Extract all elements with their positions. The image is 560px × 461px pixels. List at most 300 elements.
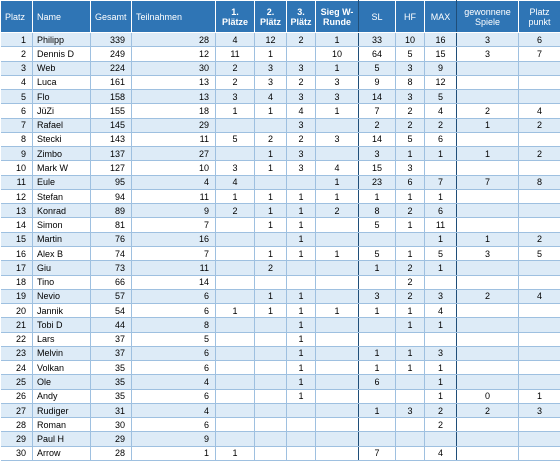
cell-3-plaetze	[287, 432, 316, 446]
table-row	[1, 90, 560, 104]
cell-gewonnene-spiele	[457, 204, 519, 218]
cell-platzpunkt	[519, 90, 560, 104]
cell-max: 12	[425, 75, 457, 89]
table-body	[1, 33, 560, 461]
cell-max	[425, 161, 457, 175]
cell-platzpunkt: 2	[519, 232, 560, 246]
cell-1-plaetze	[216, 218, 255, 232]
cell-sieg-w-runde: 1	[316, 104, 359, 118]
cell-gesamt: 74	[91, 246, 132, 260]
cell-1-plaetze	[216, 332, 255, 346]
cell-sl: 1	[359, 261, 396, 275]
cell-gewonnene-spiele	[457, 318, 519, 332]
cell-3-plaetze: 2	[287, 75, 316, 89]
cell-platz: 15	[1, 232, 33, 246]
table-row	[1, 346, 560, 360]
cell-gesamt: 66	[91, 275, 132, 289]
cell-3-plaetze: 2	[287, 132, 316, 146]
cell-gesamt: 73	[91, 261, 132, 275]
cell-gewonnene-spiele	[457, 189, 519, 203]
cell-sieg-w-runde: 3	[316, 132, 359, 146]
cell-gewonnene-spiele	[457, 275, 519, 289]
cell-hf: 5	[396, 47, 425, 61]
cell-teilnahmen: 4	[132, 375, 216, 389]
cell-name: Melvin	[33, 346, 91, 360]
cell-max: 4	[425, 304, 457, 318]
cell-platz: 14	[1, 218, 33, 232]
table-row	[1, 375, 560, 389]
cell-platzpunkt	[519, 332, 560, 346]
cell-hf	[396, 375, 425, 389]
cell-name: Lars	[33, 332, 91, 346]
header-max: MAX	[425, 1, 457, 33]
cell-gewonnene-spiele	[457, 75, 519, 89]
cell-sieg-w-runde: 3	[316, 75, 359, 89]
cell-hf: 5	[396, 132, 425, 146]
cell-sl: 6	[359, 375, 396, 389]
cell-name: Rafael	[33, 118, 91, 132]
cell-platzpunkt	[519, 161, 560, 175]
cell-2-plaetze: 1	[255, 246, 287, 260]
cell-platzpunkt: 1	[519, 389, 560, 403]
cell-gesamt: 89	[91, 204, 132, 218]
cell-platzpunkt	[519, 346, 560, 360]
cell-gewonnene-spiele	[457, 346, 519, 360]
cell-name: Stecki	[33, 132, 91, 146]
cell-platz: 2	[1, 47, 33, 61]
cell-gewonnene-spiele	[457, 161, 519, 175]
cell-2-plaetze	[255, 118, 287, 132]
cell-2-plaetze	[255, 318, 287, 332]
cell-max: 2	[425, 118, 457, 132]
cell-teilnahmen: 6	[132, 289, 216, 303]
cell-hf: 3	[396, 90, 425, 104]
cell-1-plaetze	[216, 261, 255, 275]
cell-sl: 7	[359, 446, 396, 460]
cell-platzpunkt	[519, 304, 560, 318]
cell-sieg-w-runde: 1	[316, 61, 359, 75]
cell-sl	[359, 275, 396, 289]
cell-hf: 3	[396, 403, 425, 417]
cell-max: 1	[425, 389, 457, 403]
cell-gesamt: 35	[91, 361, 132, 375]
cell-2-plaetze: 1	[255, 218, 287, 232]
cell-gewonnene-spiele	[457, 446, 519, 460]
cell-2-plaetze	[255, 332, 287, 346]
cell-gewonnene-spiele	[457, 375, 519, 389]
cell-max	[425, 332, 457, 346]
cell-gesamt: 37	[91, 332, 132, 346]
table-row	[1, 246, 560, 260]
cell-name: Simon	[33, 218, 91, 232]
table-row	[1, 161, 560, 175]
cell-hf: 2	[396, 104, 425, 118]
cell-teilnahmen: 27	[132, 147, 216, 161]
cell-platz: 19	[1, 289, 33, 303]
cell-3-plaetze	[287, 261, 316, 275]
cell-platz: 28	[1, 418, 33, 432]
cell-platzpunkt: 3	[519, 403, 560, 417]
cell-name: Roman	[33, 418, 91, 432]
cell-platz: 17	[1, 261, 33, 275]
cell-platz: 10	[1, 161, 33, 175]
cell-gewonnene-spiele	[457, 61, 519, 75]
cell-platz: 6	[1, 104, 33, 118]
cell-sieg-w-runde	[316, 361, 359, 375]
cell-gewonnene-spiele	[457, 304, 519, 318]
cell-platz: 13	[1, 204, 33, 218]
cell-2-plaetze	[255, 403, 287, 417]
table-row	[1, 261, 560, 275]
table-row	[1, 232, 560, 246]
cell-2-plaetze: 1	[255, 104, 287, 118]
cell-platzpunkt: 6	[519, 33, 560, 47]
cell-hf: 2	[396, 204, 425, 218]
cell-name: Paul H	[33, 432, 91, 446]
cell-teilnahmen: 28	[132, 33, 216, 47]
cell-3-plaetze: 4	[287, 104, 316, 118]
cell-sl: 1	[359, 346, 396, 360]
cell-platz: 16	[1, 246, 33, 260]
cell-platz: 11	[1, 175, 33, 189]
cell-hf: 3	[396, 61, 425, 75]
cell-hf	[396, 232, 425, 246]
cell-gesamt: 137	[91, 147, 132, 161]
table-row	[1, 204, 560, 218]
header-hf: HF	[396, 1, 425, 33]
cell-name: Web	[33, 61, 91, 75]
cell-2-plaetze: 1	[255, 147, 287, 161]
cell-gesamt: 28	[91, 446, 132, 460]
cell-sl	[359, 318, 396, 332]
cell-gesamt: 35	[91, 375, 132, 389]
header-platzpunkt: Platz punkt	[519, 1, 560, 33]
cell-sieg-w-runde	[316, 147, 359, 161]
cell-teilnahmen: 11	[132, 132, 216, 146]
cell-sieg-w-runde	[316, 375, 359, 389]
cell-sl: 14	[359, 90, 396, 104]
cell-1-plaetze	[216, 289, 255, 303]
cell-gesamt: 81	[91, 218, 132, 232]
cell-platz: 29	[1, 432, 33, 446]
cell-gesamt: 30	[91, 418, 132, 432]
cell-platz: 26	[1, 389, 33, 403]
cell-sieg-w-runde	[316, 389, 359, 403]
cell-sl: 9	[359, 75, 396, 89]
cell-sl: 14	[359, 132, 396, 146]
cell-1-plaetze: 4	[216, 175, 255, 189]
cell-2-plaetze	[255, 446, 287, 460]
header-3-plaetze: 3. Plätz	[287, 1, 316, 33]
cell-hf: 1	[396, 318, 425, 332]
cell-gesamt: 127	[91, 161, 132, 175]
cell-sieg-w-runde: 1	[316, 304, 359, 318]
cell-max: 1	[425, 361, 457, 375]
cell-name: Dennis D	[33, 47, 91, 61]
header-gewonnene-spiele: gewonnene Spiele	[457, 1, 519, 33]
cell-1-plaetze	[216, 118, 255, 132]
cell-hf: 6	[396, 175, 425, 189]
cell-platz: 30	[1, 446, 33, 460]
table-row	[1, 403, 560, 417]
cell-gewonnene-spiele: 7	[457, 175, 519, 189]
header-name: Name	[33, 1, 91, 33]
cell-teilnahmen: 6	[132, 389, 216, 403]
cell-1-plaetze: 11	[216, 47, 255, 61]
cell-gewonnene-spiele	[457, 90, 519, 104]
cell-teilnahmen: 9	[132, 432, 216, 446]
cell-gewonnene-spiele	[457, 132, 519, 146]
table-row	[1, 189, 560, 203]
cell-gewonnene-spiele: 2	[457, 289, 519, 303]
cell-gewonnene-spiele	[457, 332, 519, 346]
cell-2-plaetze: 3	[255, 75, 287, 89]
cell-sieg-w-runde	[316, 346, 359, 360]
cell-max: 15	[425, 47, 457, 61]
cell-sl: 3	[359, 289, 396, 303]
cell-2-plaetze	[255, 175, 287, 189]
cell-gesamt: 161	[91, 75, 132, 89]
cell-hf: 1	[396, 246, 425, 260]
cell-platzpunkt	[519, 218, 560, 232]
cell-2-plaetze	[255, 375, 287, 389]
cell-hf: 1	[396, 361, 425, 375]
cell-name: JüZi	[33, 104, 91, 118]
cell-platz: 5	[1, 90, 33, 104]
cell-1-plaetze: 2	[216, 61, 255, 75]
cell-max: 3	[425, 346, 457, 360]
header-gesamt: Gesamt	[91, 1, 132, 33]
cell-name: Stefan	[33, 189, 91, 203]
cell-teilnahmen: 14	[132, 275, 216, 289]
cell-platzpunkt: 7	[519, 47, 560, 61]
cell-gewonnene-spiele: 3	[457, 33, 519, 47]
cell-sieg-w-runde: 1	[316, 33, 359, 47]
cell-hf: 8	[396, 75, 425, 89]
cell-max: 7	[425, 175, 457, 189]
cell-max: 1	[425, 261, 457, 275]
cell-3-plaetze: 1	[287, 346, 316, 360]
cell-hf: 1	[396, 189, 425, 203]
cell-gesamt: 224	[91, 61, 132, 75]
table-row	[1, 147, 560, 161]
table-row	[1, 304, 560, 318]
cell-platzpunkt: 4	[519, 289, 560, 303]
cell-2-plaetze: 12	[255, 33, 287, 47]
header-1-plaetze: 1. Plätze	[216, 1, 255, 33]
cell-platzpunkt	[519, 75, 560, 89]
cell-name: Andy	[33, 389, 91, 403]
cell-gewonnene-spiele: 3	[457, 47, 519, 61]
cell-2-plaetze: 1	[255, 289, 287, 303]
table-row	[1, 47, 560, 61]
cell-3-plaetze: 1	[287, 289, 316, 303]
cell-1-plaetze: 1	[216, 104, 255, 118]
cell-platzpunkt	[519, 132, 560, 146]
cell-3-plaetze	[287, 175, 316, 189]
cell-platzpunkt	[519, 375, 560, 389]
header-teilnahmen: Teilnahmen	[132, 1, 216, 33]
cell-teilnahmen: 11	[132, 189, 216, 203]
cell-sieg-w-runde	[316, 232, 359, 246]
cell-platzpunkt	[519, 318, 560, 332]
cell-gesamt: 94	[91, 189, 132, 203]
cell-sieg-w-runde: 1	[316, 189, 359, 203]
cell-max: 5	[425, 90, 457, 104]
cell-gewonnene-spiele: 1	[457, 118, 519, 132]
cell-sieg-w-runde	[316, 118, 359, 132]
table-row	[1, 332, 560, 346]
cell-teilnahmen: 4	[132, 175, 216, 189]
cell-max: 2	[425, 418, 457, 432]
cell-max: 5	[425, 246, 457, 260]
cell-3-plaetze	[287, 275, 316, 289]
cell-platzpunkt	[519, 189, 560, 203]
cell-platz: 7	[1, 118, 33, 132]
cell-teilnahmen: 11	[132, 261, 216, 275]
cell-sl: 8	[359, 204, 396, 218]
table-row	[1, 33, 560, 47]
cell-max: 6	[425, 132, 457, 146]
cell-2-plaetze	[255, 361, 287, 375]
table-row	[1, 104, 560, 118]
cell-name: Rudiger	[33, 403, 91, 417]
cell-2-plaetze: 3	[255, 61, 287, 75]
cell-platz: 8	[1, 132, 33, 146]
cell-name: Tobi D	[33, 318, 91, 332]
cell-sl	[359, 389, 396, 403]
cell-platz: 1	[1, 33, 33, 47]
cell-1-plaetze	[216, 418, 255, 432]
cell-platz: 20	[1, 304, 33, 318]
cell-1-plaetze	[216, 318, 255, 332]
cell-sl: 1	[359, 304, 396, 318]
cell-gesamt: 57	[91, 289, 132, 303]
cell-2-plaetze	[255, 232, 287, 246]
cell-sieg-w-runde	[316, 261, 359, 275]
cell-max: 2	[425, 403, 457, 417]
cell-1-plaetze: 4	[216, 33, 255, 47]
cell-gesamt: 95	[91, 175, 132, 189]
header-sieg-w-runde: Sieg W- Runde	[316, 1, 359, 33]
cell-gewonnene-spiele	[457, 261, 519, 275]
table-row	[1, 175, 560, 189]
cell-sl: 1	[359, 403, 396, 417]
cell-3-plaetze: 1	[287, 204, 316, 218]
cell-name: Ole	[33, 375, 91, 389]
cell-sieg-w-runde: 4	[316, 161, 359, 175]
cell-name: Flo	[33, 90, 91, 104]
cell-platz: 24	[1, 361, 33, 375]
header-2-plaetze: 2. Plätz	[255, 1, 287, 33]
cell-gesamt: 37	[91, 346, 132, 360]
cell-3-plaetze: 1	[287, 304, 316, 318]
cell-sieg-w-runde: 1	[316, 246, 359, 260]
cell-hf: 1	[396, 346, 425, 360]
table-row	[1, 118, 560, 132]
cell-platz: 18	[1, 275, 33, 289]
cell-max: 1	[425, 232, 457, 246]
cell-1-plaetze: 2	[216, 204, 255, 218]
cell-3-plaetze: 1	[287, 189, 316, 203]
cell-platzpunkt: 2	[519, 118, 560, 132]
cell-1-plaetze: 3	[216, 161, 255, 175]
cell-sl: 33	[359, 33, 396, 47]
cell-sieg-w-runde	[316, 418, 359, 432]
cell-3-plaetze: 1	[287, 318, 316, 332]
cell-3-plaetze: 1	[287, 375, 316, 389]
cell-1-plaetze	[216, 232, 255, 246]
cell-3-plaetze: 3	[287, 161, 316, 175]
cell-sieg-w-runde: 3	[316, 90, 359, 104]
cell-platz: 22	[1, 332, 33, 346]
cell-name: Martin	[33, 232, 91, 246]
cell-3-plaetze	[287, 403, 316, 417]
cell-platz: 23	[1, 346, 33, 360]
cell-gesamt: 44	[91, 318, 132, 332]
cell-gewonnene-spiele	[457, 418, 519, 432]
cell-name: Jannik	[33, 304, 91, 318]
cell-teilnahmen: 13	[132, 75, 216, 89]
cell-3-plaetze: 3	[287, 61, 316, 75]
cell-3-plaetze: 1	[287, 361, 316, 375]
cell-name: Luca	[33, 75, 91, 89]
table-row	[1, 432, 560, 446]
cell-teilnahmen: 4	[132, 403, 216, 417]
table-row	[1, 389, 560, 403]
cell-name: Konrad	[33, 204, 91, 218]
cell-name: Alex B	[33, 246, 91, 260]
cell-3-plaetze: 1	[287, 218, 316, 232]
cell-2-plaetze	[255, 432, 287, 446]
cell-max: 4	[425, 104, 457, 118]
cell-gesamt: 54	[91, 304, 132, 318]
cell-3-plaetze: 1	[287, 332, 316, 346]
cell-gewonnene-spiele: 1	[457, 232, 519, 246]
cell-2-plaetze	[255, 418, 287, 432]
cell-sl: 1	[359, 361, 396, 375]
table-row	[1, 61, 560, 75]
cell-2-plaetze: 2	[255, 261, 287, 275]
cell-platz: 9	[1, 147, 33, 161]
cell-max	[425, 275, 457, 289]
cell-max: 16	[425, 33, 457, 47]
cell-max: 6	[425, 204, 457, 218]
cell-hf	[396, 418, 425, 432]
cell-sl: 15	[359, 161, 396, 175]
cell-3-plaetze: 2	[287, 33, 316, 47]
cell-platzpunkt	[519, 275, 560, 289]
cell-sieg-w-runde: 1	[316, 175, 359, 189]
cell-2-plaetze: 1	[255, 47, 287, 61]
cell-teilnahmen: 7	[132, 246, 216, 260]
cell-sl	[359, 332, 396, 346]
cell-platzpunkt: 2	[519, 147, 560, 161]
cell-sieg-w-runde	[316, 218, 359, 232]
cell-2-plaetze	[255, 346, 287, 360]
cell-1-plaetze: 1	[216, 189, 255, 203]
cell-sl: 23	[359, 175, 396, 189]
cell-teilnahmen: 29	[132, 118, 216, 132]
cell-hf	[396, 446, 425, 460]
cell-platzpunkt	[519, 204, 560, 218]
cell-name: Arrow	[33, 446, 91, 460]
cell-gewonnene-spiele: 3	[457, 246, 519, 260]
cell-2-plaetze	[255, 389, 287, 403]
cell-teilnahmen: 6	[132, 304, 216, 318]
cell-teilnahmen: 5	[132, 332, 216, 346]
cell-3-plaetze: 3	[287, 118, 316, 132]
